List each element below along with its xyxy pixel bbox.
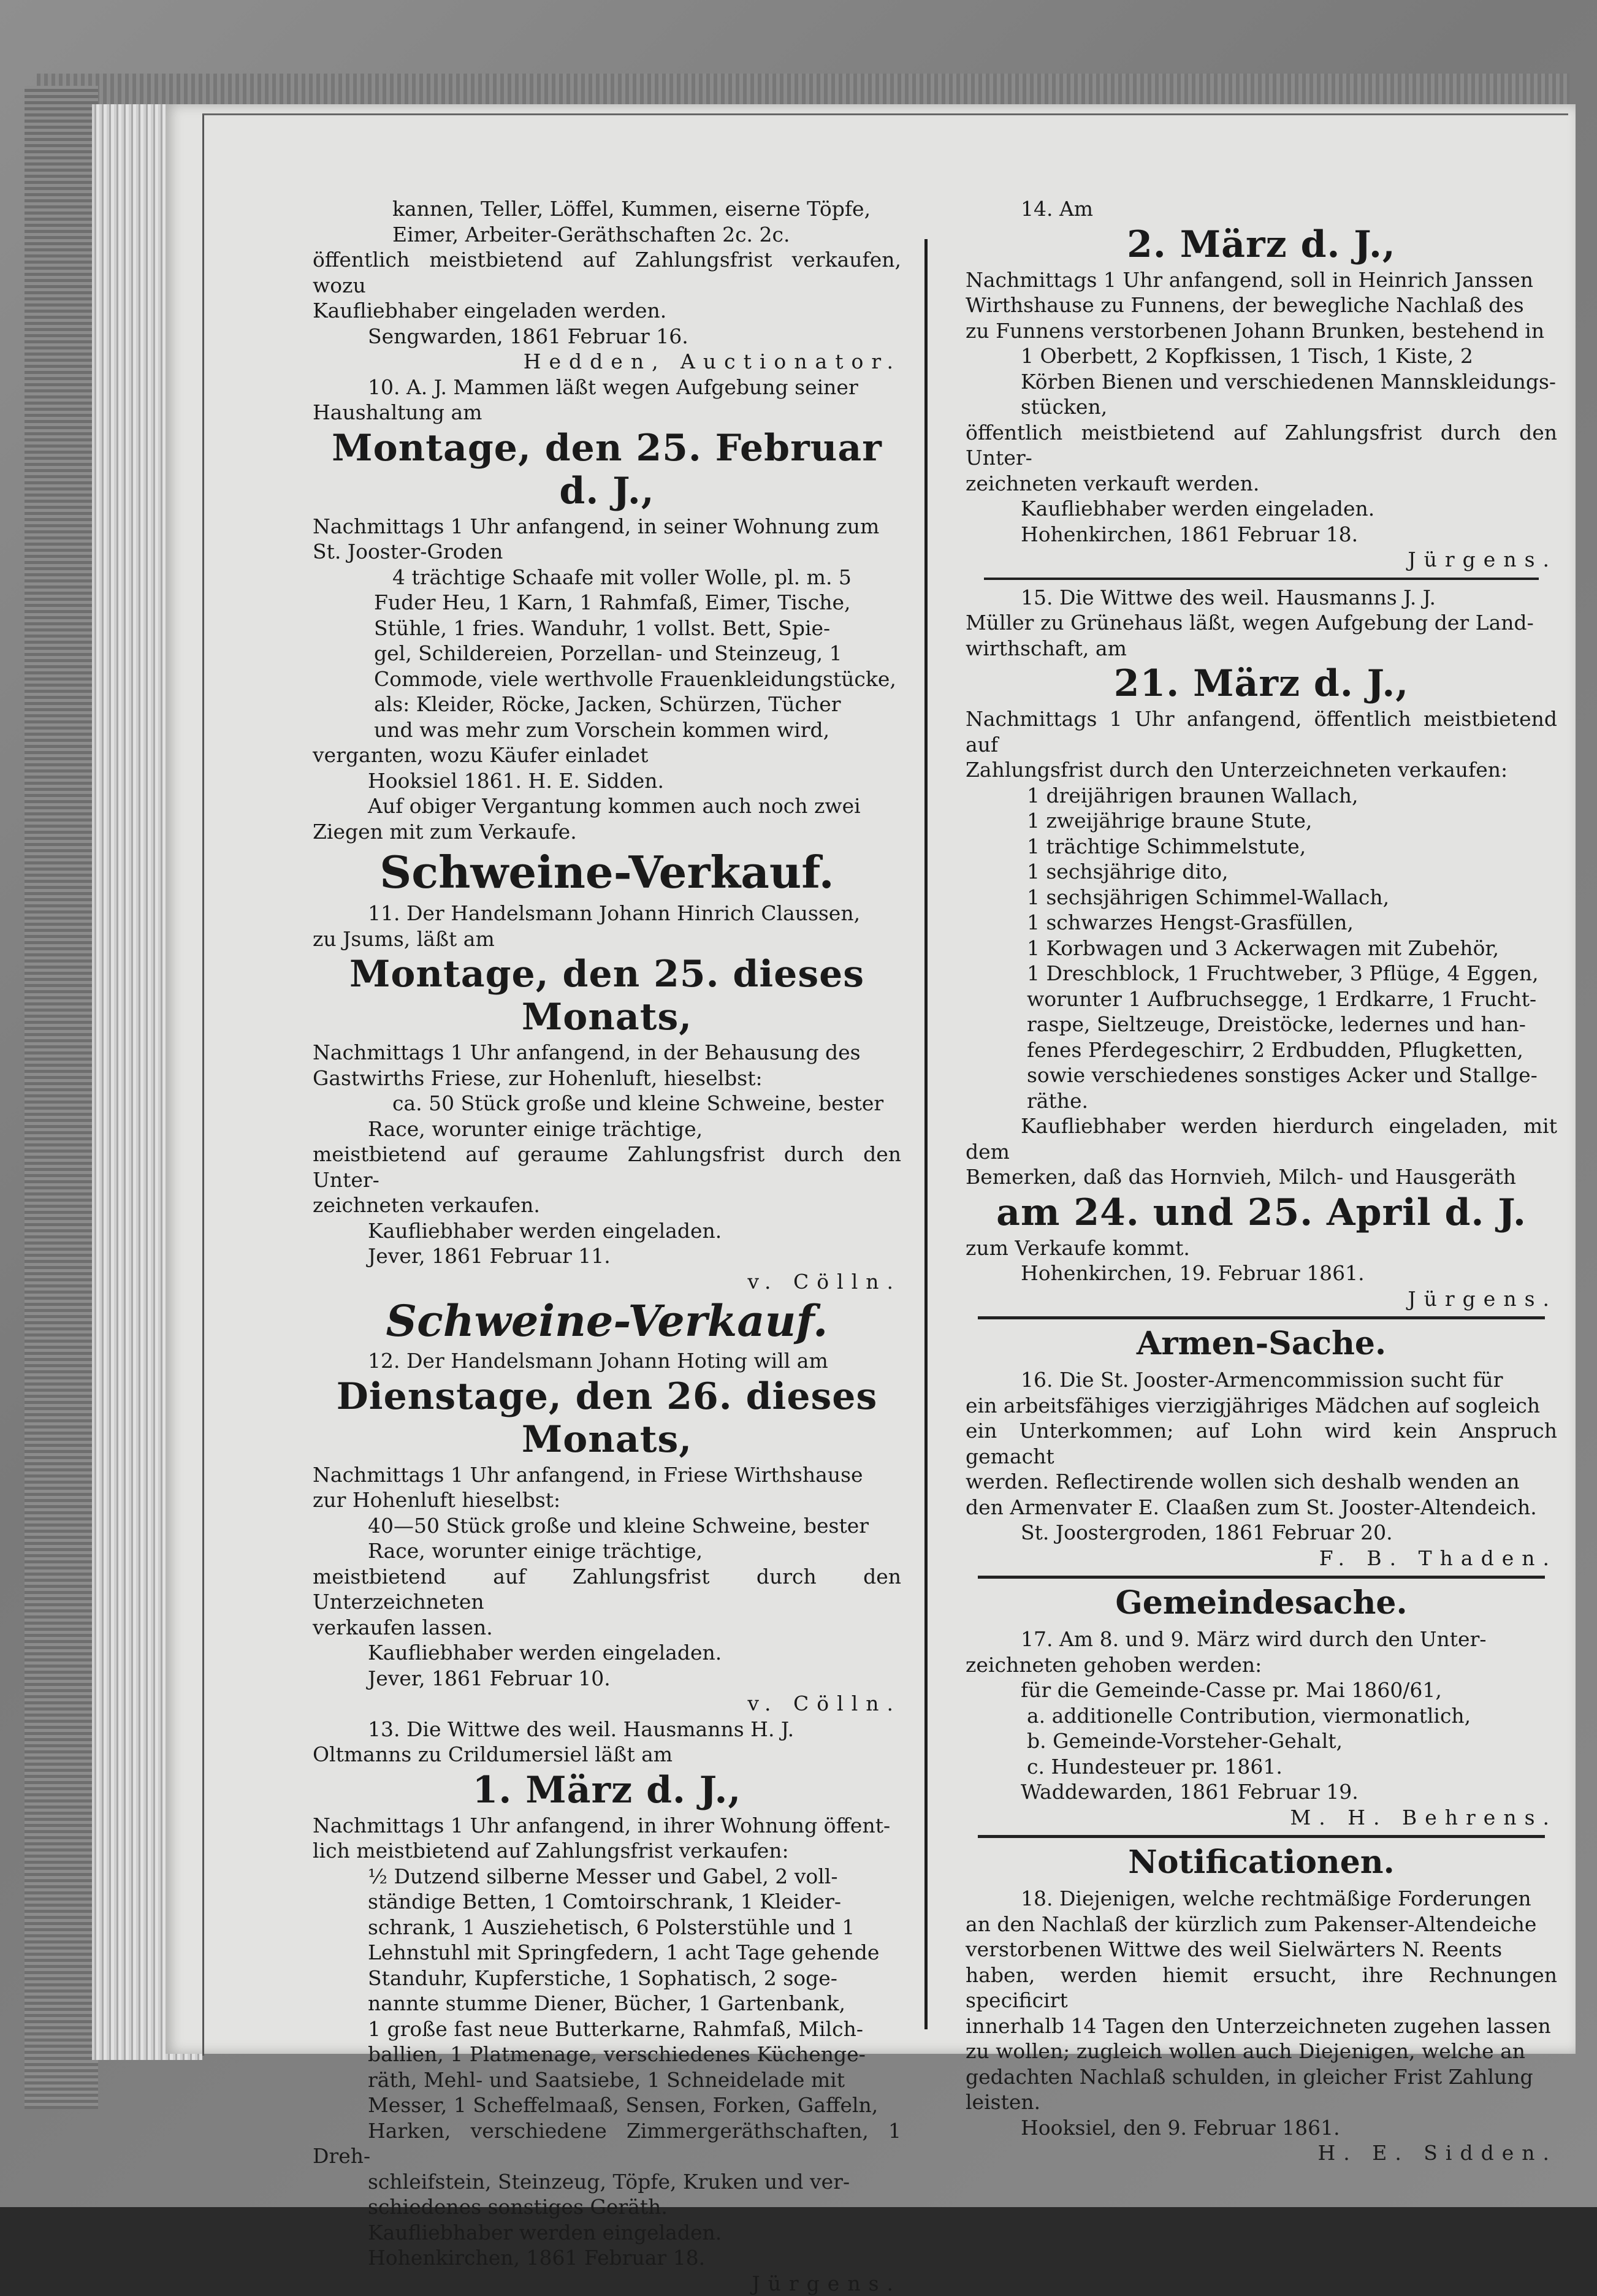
text-line: Nachmittags 1 Uhr anfangend, in seiner Wohnung zum xyxy=(313,514,901,540)
text-line: sowie verschiedenes sonstiges Acker und Stallge- xyxy=(966,1062,1557,1088)
text-line: 14. Am xyxy=(966,196,1557,222)
text-line: ständige Betten, 1 Comtoirschrank, 1 Kleider- xyxy=(313,1889,901,1915)
text-line: zu wollen; zugleich wollen auch Diejenigen, welche an xyxy=(966,2039,1557,2064)
section-heading: Schweine-Verkauf. xyxy=(313,1297,901,1346)
text-line: wirthschaft, am xyxy=(966,636,1557,662)
text-line: Zahlungsfrist durch den Unterzeichneten verkaufen: xyxy=(966,757,1557,783)
date-heading: 21. März d. J., xyxy=(966,662,1557,705)
text-line: 15. Die Wittwe des weil. Hausmanns J. J. xyxy=(966,585,1557,611)
text-line: Hohenkirchen, 1861 Februar 18. xyxy=(313,2245,901,2271)
text-line: öffentlich meistbietend auf Zahlungsfrist durch den Unter- xyxy=(966,420,1557,471)
signature: F. B. Thaden. xyxy=(966,1546,1557,1571)
text-line: Nachmittags 1 Uhr anfangend, in ihrer Wohnung öffent- xyxy=(313,1813,901,1839)
date-heading: Dienstage, den 26. dieses Monats, xyxy=(313,1375,901,1461)
text-line: 1 trächtige Schimmelstute, xyxy=(966,834,1557,860)
text-line: 10. A. J. Mammen läßt wegen Aufgebung seiner xyxy=(313,375,901,400)
text-line: schrank, 1 Ausziehetisch, 6 Polsterstühle und 1 xyxy=(313,1915,901,1940)
text-line: Race, worunter einige trächtige, xyxy=(313,1538,901,1564)
text-line: zu Funnens verstorbenen Johann Brunken, bestehend in xyxy=(966,318,1557,344)
text-line: 17. Am 8. und 9. März wird durch den Unter- xyxy=(966,1627,1557,1652)
signature: v. Cölln. xyxy=(313,1691,901,1717)
text-line: schleifstein, Steinzeug, Töpfe, Kruken und ver- xyxy=(313,2169,901,2195)
signature: v. Cölln. xyxy=(313,1269,901,1295)
text-line: werden. Reflectirende wollen sich deshalb wenden an xyxy=(966,1469,1557,1495)
text-line: worunter 1 Aufbruchsegge, 1 Erdkarre, 1 Frucht- xyxy=(966,986,1557,1012)
text-line: Fuder Heu, 1 Karn, 1 Rahmfaß, Eimer, Tische, xyxy=(313,590,901,616)
left-column xyxy=(313,196,901,2296)
text-line: und was mehr zum Vorschein kommen wird, xyxy=(313,717,901,743)
text-line: zeichneten verkaufen. xyxy=(313,1192,901,1218)
text-line: Messer, 1 Scheffelmaaß, Sensen, Forken, Gaffeln, xyxy=(313,2092,901,2118)
text-line: Harken, verschiedene Zimmergeräthschaften, 1 Dreh- xyxy=(313,2118,901,2169)
date-heading: Montage, den 25. dieses Monats, xyxy=(313,953,901,1039)
text-line: öffentlich meistbietend auf Zahlungsfrist verkaufen, wozu xyxy=(313,247,901,298)
text-line: Nachmittags 1 Uhr anfangend, öffentlich meistbietend auf xyxy=(966,706,1557,757)
signature: Jürgens. xyxy=(313,2271,901,2296)
text-line: Bemerken, daß das Hornvieh, Milch- und Hausgeräth xyxy=(966,1164,1557,1190)
text-line: ein arbeitsfähiges vierzigjähriges Mädchen auf sogleich xyxy=(966,1393,1557,1419)
text-line: zeichneten gehoben werden: xyxy=(966,1652,1557,1678)
text-line: Sengwarden, 1861 Februar 16. xyxy=(313,324,901,349)
text-line: 12. Der Handelsmann Johann Hoting will am xyxy=(313,1348,901,1374)
text-line: Commode, viele werthvolle Frauenkleidungstücke, xyxy=(313,666,901,692)
text-line: den Armenvater E. Claaßen zum St. Jooster-Altendeich. xyxy=(966,1495,1557,1520)
separator xyxy=(978,1576,1545,1579)
text-line: verganten, wozu Käufer einladet xyxy=(313,742,901,768)
text-line: b. Gemeinde-Vorsteher-Gehalt, xyxy=(966,1728,1557,1754)
text-line: 1 dreijährigen braunen Wallach, xyxy=(966,783,1557,809)
text-line: ein Unterkommen; auf Lohn wird kein Anspruch gemacht xyxy=(966,1418,1557,1469)
text-line: St. Jooster-Groden xyxy=(313,539,901,565)
text-line: an den Nachlaß der kürzlich zum Pakenser-Altendeiche xyxy=(966,1912,1557,1937)
text-line: Kaufliebhaber werden eingeladen. xyxy=(313,2220,901,2246)
text-line: 4 trächtige Schaafe mit voller Wolle, pl. m. 5 xyxy=(313,565,901,590)
section-heading: Gemeindesache. xyxy=(966,1584,1557,1623)
text-line: verstorbenen Wittwe des weil Sielwärters N. Reents xyxy=(966,1937,1557,1962)
text-line: Jever, 1861 Februar 11. xyxy=(313,1243,901,1269)
text-line: Eimer, Arbeiter-Geräthschaften 2c. 2c. xyxy=(313,222,901,248)
text-line: verkaufen lassen. xyxy=(313,1615,901,1641)
text-line: ½ Dutzend silberne Messer und Gabel, 2 voll- xyxy=(313,1864,901,1890)
section-heading: Schweine-Verkauf. xyxy=(313,847,901,898)
text-line: kannen, Teller, Löffel, Kummen, eiserne Töpfe, xyxy=(313,196,901,222)
text-line: Nachmittags 1 Uhr anfangend, in Friese Wirthshause xyxy=(313,1462,901,1488)
text-line: Nachmittags 1 Uhr anfangend, in der Behausung des xyxy=(313,1040,901,1066)
text-line: ca. 50 Stück große und kleine Schweine, bester xyxy=(313,1091,901,1116)
text-line: zeichneten verkauft werden. xyxy=(966,471,1557,497)
text-line: St. Joostergroden, 1861 Februar 20. xyxy=(966,1520,1557,1546)
text-line: 1 zweijährige braune Stute, xyxy=(966,808,1557,834)
text-line: gel, Schildereien, Porzellan- und Steinzeug, 1 xyxy=(313,641,901,666)
text-line: 18. Diejenigen, welche rechtmäßige Forderungen xyxy=(966,1886,1557,1912)
text-line: Race, worunter einige trächtige, xyxy=(313,1116,901,1142)
signature: H. E. Sidden. xyxy=(966,2140,1557,2166)
date-heading: Montage, den 25. Februar d. J., xyxy=(313,427,901,513)
signature: Jürgens. xyxy=(966,1286,1557,1312)
text-line: 40—50 Stück große und kleine Schweine, bester xyxy=(313,1513,901,1539)
column-rule xyxy=(924,239,928,2029)
right-column xyxy=(966,196,1557,2166)
text-line: 1 sechsjährigen Schimmel-Wallach, xyxy=(966,885,1557,910)
text-line: Standuhr, Kupferstiche, 1 Sophatisch, 2 soge- xyxy=(313,1966,901,1991)
text-line: a. additionelle Contribution, viermonatlich, xyxy=(966,1703,1557,1729)
book-cover-spine xyxy=(25,86,98,2109)
text-line: Kaufliebhaber eingeladen werden. xyxy=(313,298,901,324)
text-line: 1 Korbwagen und 3 Ackerwagen mit Zubehör, xyxy=(966,936,1557,961)
text-line: Kaufliebhaber werden eingeladen. xyxy=(313,1218,901,1244)
separator xyxy=(978,1316,1545,1319)
text-line: Jever, 1861 Februar 10. xyxy=(313,1666,901,1691)
signature: Hedden, Auctionator. xyxy=(313,349,901,375)
text-line: Hooksiel, den 9. Februar 1861. xyxy=(966,2115,1557,2141)
text-line: räth, Mehl- und Saatsiebe, 1 Schneidelade mit xyxy=(313,2067,901,2093)
text-line: 1 Dreschblock, 1 Fruchtweber, 3 Pflüge, 4 Eggen, xyxy=(966,961,1557,986)
text-line: Stühle, 1 fries. Wanduhr, 1 vollst. Bett, Spie- xyxy=(313,616,901,641)
text-line: als: Kleider, Röcke, Jacken, Schürzen, Tücher xyxy=(313,692,901,717)
text-line: 1 schwarzes Hengst-Grasfüllen, xyxy=(966,910,1557,936)
text-line: meistbietend auf Zahlungsfrist durch den Unterzeichneten xyxy=(313,1564,901,1615)
text-line: schiedenes sonstiges Geräth. xyxy=(313,2194,901,2220)
text-line: Wirthshause zu Funnens, der bewegliche Nachlaß des xyxy=(966,292,1557,318)
text-line: zu Jsums, läßt am xyxy=(313,926,901,952)
text-line: leisten. xyxy=(966,2089,1557,2115)
separator xyxy=(978,1835,1545,1838)
text-line: ballien, 1 Platmenage, verschiedenes Küchenge- xyxy=(313,2042,901,2067)
text-line: Auf obiger Vergantung kommen auch noch zwei xyxy=(313,793,901,819)
text-line: meistbietend auf geraume Zahlungsfrist durch den Unter- xyxy=(313,1142,901,1192)
text-line: zum Verkaufe kommt. xyxy=(966,1235,1557,1261)
text-line: Kaufliebhaber werden eingeladen. xyxy=(966,496,1557,522)
text-line: Hohenkirchen, 19. Februar 1861. xyxy=(966,1261,1557,1286)
text-line: zur Hohenluft hieselbst: xyxy=(313,1487,901,1513)
text-line: Kaufliebhaber werden hierdurch eingeladen, mit dem xyxy=(966,1113,1557,1164)
text-line: räthe. xyxy=(966,1088,1557,1114)
text-line: Gastwirths Friese, zur Hohenluft, hieselbst: xyxy=(313,1066,901,1091)
text-line: Haushaltung am xyxy=(313,400,901,425)
text-line: Hohenkirchen, 1861 Februar 18. xyxy=(966,522,1557,547)
text-line: Ziegen mit zum Verkaufe. xyxy=(313,819,901,845)
text-line: Lehnstuhl mit Springfedern, 1 acht Tage gehende xyxy=(313,1940,901,1966)
date-heading: 1. März d. J., xyxy=(313,1769,901,1812)
text-line: stücken, xyxy=(966,394,1557,420)
text-line: 1 Oberbett, 2 Kopfkissen, 1 Tisch, 1 Kiste, 2 xyxy=(966,343,1557,369)
text-line: Nachmittags 1 Uhr anfangend, soll in Heinrich Janssen xyxy=(966,267,1557,293)
signature: Hooksiel 1861. H. E. Sidden. xyxy=(313,768,901,794)
text-line: Kaufliebhaber werden eingeladen. xyxy=(313,1640,901,1666)
text-line: nannte stumme Diener, Bücher, 1 Gartenbank, xyxy=(313,1991,901,2016)
text-line: gedachten Nachlaß schulden, in gleicher Frist Zahlung xyxy=(966,2064,1557,2090)
signature: M. H. Behrens. xyxy=(966,1805,1557,1831)
text-line: 1 große fast neue Butterkarne, Rahmfaß, Milch- xyxy=(313,2016,901,2042)
text-line: raspe, Sieltzeuge, Dreistöcke, ledernes und han- xyxy=(966,1012,1557,1037)
section-heading: Armen-Sache. xyxy=(966,1324,1557,1363)
text-line: Körben Bienen und verschiedenen Mannskleidungs- xyxy=(966,369,1557,395)
text-line: Waddewarden, 1861 Februar 19. xyxy=(966,1779,1557,1805)
text-line: Oltmanns zu Crildumersiel läßt am xyxy=(313,1742,901,1768)
section-heading: Notificationen. xyxy=(966,1843,1557,1882)
date-heading: am 24. und 25. April d. J. xyxy=(966,1191,1557,1234)
text-line: 13. Die Wittwe des weil. Hausmanns H. J. xyxy=(313,1717,901,1742)
text-line: für die Gemeinde-Casse pr. Mai 1860/61, xyxy=(966,1677,1557,1703)
signature: Jürgens. xyxy=(966,547,1557,573)
text-line: 11. Der Handelsmann Johann Hinrich Claussen, xyxy=(313,901,901,926)
text-line: lich meistbietend auf Zahlungsfrist verkaufen: xyxy=(313,1838,901,1864)
text-line: 1 sechsjährige dito, xyxy=(966,859,1557,885)
text-line: 16. Die St. Jooster-Armencommission sucht für xyxy=(966,1367,1557,1393)
text-line: fenes Pferdegeschirr, 2 Erdbudden, Pflugketten, xyxy=(966,1037,1557,1063)
text-line: c. Hundesteuer pr. 1861. xyxy=(966,1754,1557,1780)
separator xyxy=(984,578,1539,580)
text-line: Müller zu Grünehaus läßt, wegen Aufgebung der Land- xyxy=(966,610,1557,636)
text-line: haben, werden hiemit ersucht, ihre Rechnungen specificirt xyxy=(966,1962,1557,2013)
date-heading: 2. März d. J., xyxy=(966,223,1557,266)
text-line: innerhalb 14 Tagen den Unterzeichneten zugehen lassen xyxy=(966,2013,1557,2039)
